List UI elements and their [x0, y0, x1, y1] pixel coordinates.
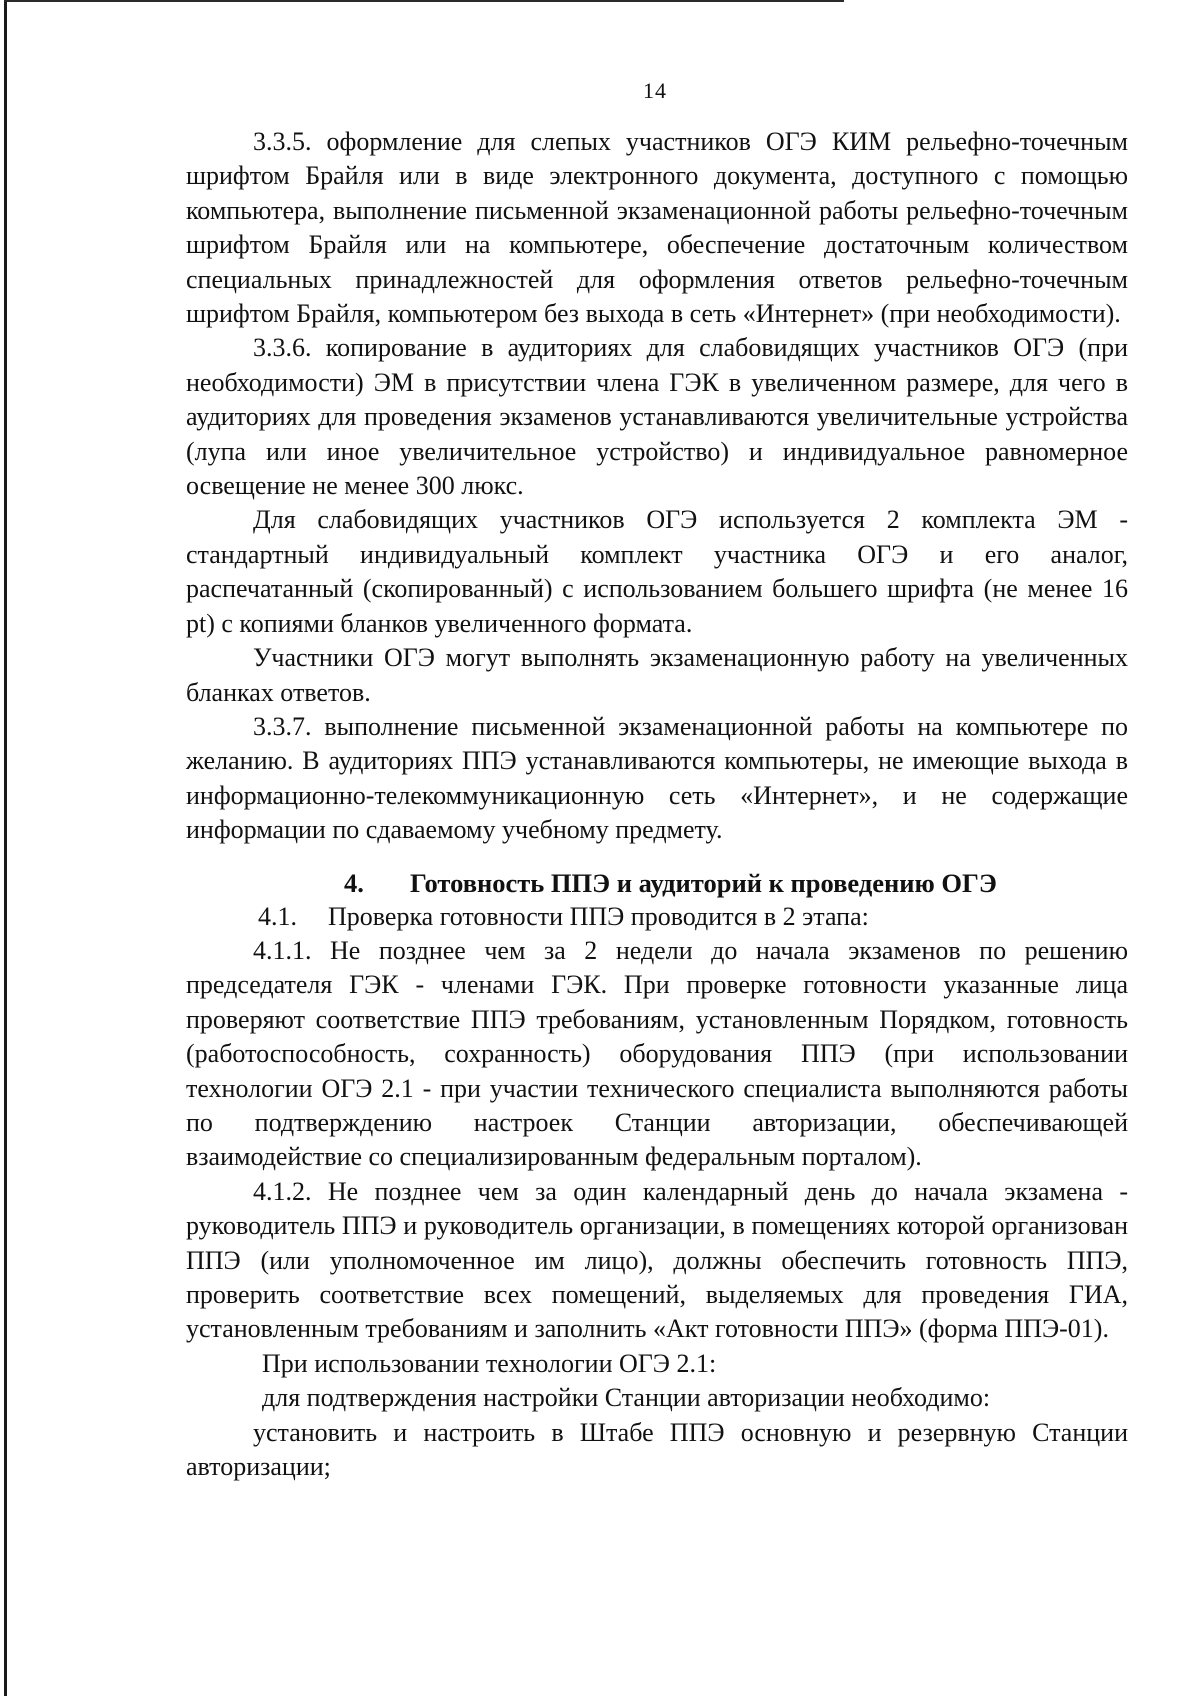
paragraph-station-confirm: для подтверждения настройки Станции авторизации необходимо: [262, 1383, 991, 1413]
paragraph-station-install: установить и настроить в Штабе ППЭ основную и резервную Станции авторизации; [186, 1417, 1128, 1482]
page-number: 14 [643, 78, 667, 103]
scan-edge-left [4, 0, 7, 1696]
scan-edge-top [4, 0, 844, 2]
paragraph-enlarged-forms: Участники ОГЭ могут выполнять экзаменационную работу на увеличенных бланках ответов. [186, 643, 1128, 707]
paragraph-3-3-7: 3.3.7. выполнение письменной экзаменационной работы на компьютере по желанию. В аудиториях ППЭ устанавливаются компьютеры, не имеющие выхода в информационно-телекоммуникационную сеть «Интернет», и не содержащие информации по сдаваемому учебному предмету. [186, 711, 1128, 845]
document-body [186, 125, 1128, 1484]
paragraph-4-1-2: 4.1.2. Не позднее чем за один календарный день до начала экзамена - руководитель ППЭ и руководитель организации, в помещениях которой организован ППЭ (или уполномоченное им лицо), должны обеспечить готовность ППЭ, проверить соответствие всех помещений, выделяемых для проведения ГИА, установленным требованиям и заполнить «Акт готовности ППЭ» (форма ППЭ-01). [186, 1176, 1128, 1344]
paragraph-3-3-5: 3.3.5. оформление для слепых участников ОГЭ КИМ рельефно-точечным шрифтом Брайля или в виде электронного документа, доступного с помощью компьютера, выполнение письменной экзаменационной работы рельефно-точечным шрифтом Брайля или на компьютере, обеспечение достаточным количеством специальных принадлежностей для оформления ответов рельефно-точечным шрифтом Брайля, компьютером без выхода в сеть «Интернет» (при необходимости). [186, 127, 1128, 329]
item-4-1 [186, 900, 1128, 934]
item-4-1-text: Проверка готовности ППЭ проводится в 2 этапа: [328, 901, 869, 931]
paragraph-weak-sight-sets: Для слабовидящих участников ОГЭ используется 2 комплекта ЭМ - стандартный индивидуальный комплект участника ОГЭ и его аналог, распечатанный (скопированный) с использованием большего шрифта (не менее 16 pt) с копиями бланков увеличенного формата. [186, 505, 1128, 638]
item-4-1-number: 4.1. [258, 901, 297, 931]
paragraph-4-1-1: 4.1.1. Не позднее чем за 2 недели до начала экзаменов по решению председателя ГЭК - членами ГЭК. При проверке готовности указанные лица проверяют соответствие ППЭ требованиям, установленным Порядком, готовность (работоспособность, сохранность) оборудования ППЭ (при использовании технологии ОГЭ 2.1 - при участии технического специалиста выполняются работы по подтверждению настроек Станции авторизации, обеспечивающей взаимодействие со специализированным федеральным порталом). [186, 935, 1128, 1172]
section-4-title: Готовность ППЭ и аудиторий к проведению ОГЭ [410, 867, 997, 898]
paragraph-technology-note: При использовании технологии ОГЭ 2.1: [262, 1348, 717, 1378]
paragraph-3-3-6: 3.3.6. копирование в аудиториях для слабовидящих участников ОГЭ (при необходимости) ЭМ в присутствии члена ГЭК в увеличенном размере, для чего в аудиториях для проведения экзаменов устанавливаются увеличительные устройства (лупа или иное увеличительное устройство) и индивидуальное равномерное освещение не менее 300 люкс. [186, 333, 1128, 501]
section-4-number: 4. [344, 867, 364, 898]
section-4-heading [186, 866, 1128, 900]
